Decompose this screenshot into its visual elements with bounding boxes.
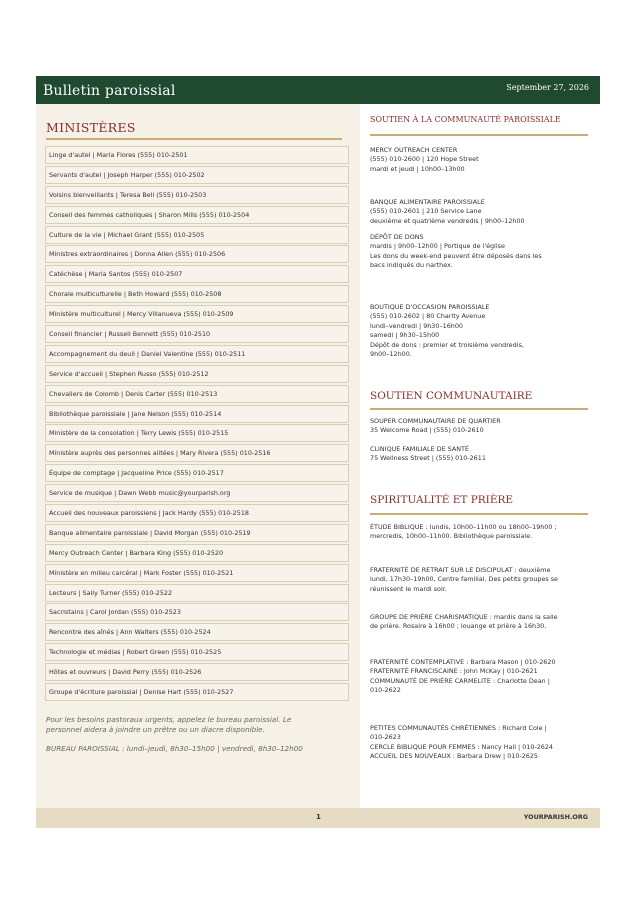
ministries-divider	[46, 138, 342, 140]
spirituality-entry	[370, 724, 570, 762]
bulletin-title: Bulletin paroissial	[43, 83, 176, 99]
parish-support-divider	[370, 134, 588, 136]
parish-support-entry-line: DÉPÔT DE DONS	[370, 233, 424, 241]
ministry-item: Hôtes et ouvreurs | David Perry (555) 010-2526	[45, 663, 349, 681]
spirituality-entry-line: FRATERNITÉ CONTEMPLATIVE : Barbara Mason | 010-2620	[370, 658, 556, 666]
ministry-item: Mercy Outreach Center | Barbara King (555) 010-2520	[45, 544, 349, 562]
ministry-item: Ministère auprès des personnes alitées | Mary Rivera (555) 010-2516	[45, 444, 349, 462]
ministry-item: Ministère en milieu carcéral | Mark Foster (555) 010-2521	[45, 564, 349, 582]
ministry-item: Groupe d'écriture paroissial | Denise Hart (555) 010-2527	[45, 683, 349, 701]
community-support-entry	[370, 445, 570, 464]
page-number: 1	[316, 813, 321, 821]
parish-support-entry-line: mardis | 9h00–12h00 | Portique de l'église	[370, 242, 505, 251]
community-support-entry-line: 35 Welcome Road | (555) 010-2610	[370, 426, 484, 435]
parish-support-entry	[370, 198, 570, 226]
spirituality-entry-line: lundi, 17h30–19h00, Centre familial. Des petits groupes se	[370, 575, 558, 584]
ministries-heading: MINISTÈRES	[46, 120, 136, 135]
ministry-item: Ministère multiculturel | Mercy Villanueva (555) 010-2509	[45, 305, 349, 323]
spirituality-entry-line: 010-2622	[370, 686, 401, 695]
parish-support-entry-line: samedi | 9h30–15h00	[370, 331, 440, 340]
community-support-entry-line: CLINIQUE FAMILIALE DE SANTÉ	[370, 445, 469, 453]
spirituality-entry-line: réunissent le mardi soir.	[370, 584, 447, 593]
parish-support-entry-line: (555) 010-2601 | 210 Service Lane	[370, 207, 482, 216]
parish-support-entry-line: BOUTIQUE D'OCCASION PAROISSIALE	[370, 303, 490, 311]
parish-support-entry-line: (555) 010-2602 | 80 Charity Avenue	[370, 312, 486, 321]
ministry-item: Technologie et médias | Robert Green (555) 010-2525	[45, 643, 349, 661]
parish-support-entry	[370, 146, 570, 174]
ministry-item: Lecteurs | Sally Turner (555) 010-2522	[45, 584, 349, 602]
urgent-pastoral-note: Pour les besoins pastoraux urgents, appelez le bureau paroissial. Le personnel aidera à joindre un prêtre ou un diacre disponible.	[46, 715, 292, 734]
spirituality-entry	[370, 523, 570, 542]
parish-support-entry-line: 9h00–12h00.	[370, 350, 412, 359]
community-support-divider	[370, 408, 588, 410]
spirituality-entry-line: COMMUNAUTÉ DE PRIÈRE CARMELITE : Charlotte Dean |	[370, 676, 550, 685]
community-support-entry-line: 75 Wellness Street | (555) 010-2611	[370, 454, 486, 463]
bulletin-page	[36, 76, 600, 828]
spirituality-entry-line: mercredis, 10h00–11h00. Bibliothèque paroissiale.	[370, 532, 533, 541]
ministry-item: Catéchèse | Maria Santos (555) 010-2507	[45, 265, 349, 283]
support-column	[360, 104, 600, 808]
spirituality-entry	[370, 658, 570, 696]
community-support-entry	[370, 417, 570, 436]
spirituality-entry-line: 010-2623	[370, 733, 401, 742]
parish-support-entry-line: mardi et jeudi | 10h00–13h00	[370, 164, 465, 173]
parish-support-entry-line: BANQUE ALIMENTAIRE PAROISSIALE	[370, 198, 485, 206]
parish-support-entry-line: (555) 010-2600 | 120 Hope Street	[370, 155, 479, 164]
ministry-item: Service de musique | Dawn Webb music@yourparish.org	[45, 484, 349, 502]
page-header	[36, 76, 600, 104]
spirituality-entry-line: PETITES COMMUNAUTÉS CHRÉTIENNES : Richard Cole |	[370, 724, 547, 732]
spirituality-entry-line: CERCLE BIBLIQUE POUR FEMMES : Nancy Hall | 010-2624	[370, 742, 554, 751]
spirituality-entry-line: de prière. Rosaire à 16h00 ; louange et prière à 16h30.	[370, 622, 547, 631]
ministry-item: Équipe de comptage | Jacqueline Price (555) 010-2517	[45, 464, 349, 482]
ministry-item: Linge d'autel | Maria Flores (555) 010-2501	[45, 146, 349, 164]
spirituality-heading: SPIRITUALITÉ ET PRIÈRE	[370, 494, 514, 506]
ministry-item: Bibliothèque paroissiale | Jane Nelson (555) 010-2514	[45, 405, 349, 423]
parish-support-entry-line: Dépôt de dons : premier et troisième vendredis,	[370, 340, 524, 349]
spirituality-entry-line: GROUPE DE PRIÈRE CHARISMATIQUE : mardis dans la salle	[370, 613, 558, 621]
parish-support-entry-line: bacs indiqués du narthex.	[370, 261, 453, 270]
spirituality-entry-line: ACCUEIL DES NOUVEAUX : Barbara Drew | 010-2625	[370, 752, 538, 761]
ministry-item: Sacristains | Carol Jordan (555) 010-2523	[45, 603, 349, 621]
ministry-item: Culture de la vie | Michael Grant (555) 010-2505	[45, 226, 349, 244]
ministry-item: Ministres extraordinaires | Donna Allen (555) 010-2506	[45, 245, 349, 263]
parish-support-entry-line: deuxième et quatrième vendredis | 9h00–12h00	[370, 216, 525, 225]
ministry-item: Banque alimentaire paroissiale | David Morgan (555) 010-2519	[45, 524, 349, 542]
ministry-item: Conseil des femmes catholiques | Sharon Mills (555) 010-2504	[45, 206, 349, 224]
spirituality-entry-line: ÉTUDE BIBLIQUE : lundis, 10h00–11h00 ou 18h00–19h00 ;	[370, 523, 557, 531]
spirituality-entry	[370, 566, 570, 594]
spirituality-entry	[370, 613, 570, 632]
parish-support-entry-line: Les dons du week-end peuvent être déposés dans les	[370, 251, 542, 260]
ministry-item: Voisins bienveillants | Teresa Bell (555) 010-2503	[45, 186, 349, 204]
ministries-list	[45, 146, 349, 703]
ministry-item: Servants d'autel | Joseph Harper (555) 010-2502	[45, 166, 349, 184]
page-footer	[36, 808, 600, 828]
ministries-column	[36, 104, 360, 808]
office-hours-note: BUREAU PAROISSIAL : lundi–jeudi, 8h30–15h00 | vendredi, 8h30–12h00	[46, 744, 303, 753]
community-support-entry-line: SOUPER COMMUNAUTAIRE DE QUARTIER	[370, 417, 501, 425]
ministry-item: Ministère de la consolation | Terry Lewis (555) 010-2515	[45, 424, 349, 442]
ministry-item: Rencontre des aînés | Ann Walters (555) 010-2524	[45, 623, 349, 641]
parish-website: YOURPARISH.ORG	[523, 813, 588, 821]
ministry-item: Service d'accueil | Stephen Russo (555) 010-2512	[45, 365, 349, 383]
community-support-heading: SOUTIEN COMMUNAUTAIRE	[370, 390, 533, 402]
bulletin-date: September 27, 2026	[506, 83, 589, 92]
parish-support-entry-line: lundi–vendredi | 9h30–16h00	[370, 321, 463, 330]
ministry-item: Chorale multiculturelle | Beth Howard (555) 010-2508	[45, 285, 349, 303]
spirituality-divider	[370, 513, 588, 515]
parish-support-entry-line: MERCY OUTREACH CENTER	[370, 146, 458, 154]
parish-support-heading: SOUTIEN À LA COMMUNAUTÉ PAROISSIALE	[370, 115, 561, 124]
ministry-item: Conseil financier | Russell Bennett (555) 010-2510	[45, 325, 349, 343]
spirituality-entry-line: FRATERNITÉ FRANCISCAINE : John McKay | 010-2621	[370, 667, 538, 676]
parish-support-entry	[370, 303, 570, 359]
ministry-item: Chevaliers de Colomb | Denis Carter (555) 010-2513	[45, 385, 349, 403]
ministry-item: Accueil des nouveaux paroissiens | Jack Hardy (555) 010-2518	[45, 504, 349, 522]
parish-support-entry	[370, 233, 570, 271]
ministry-item: Accompagnement du deuil | Daniel Valentine (555) 010-2511	[45, 345, 349, 363]
spirituality-entry-line: FRATERNITÉ DE RETRAIT SUR LE DISCIPULAT : deuxième	[370, 566, 551, 574]
